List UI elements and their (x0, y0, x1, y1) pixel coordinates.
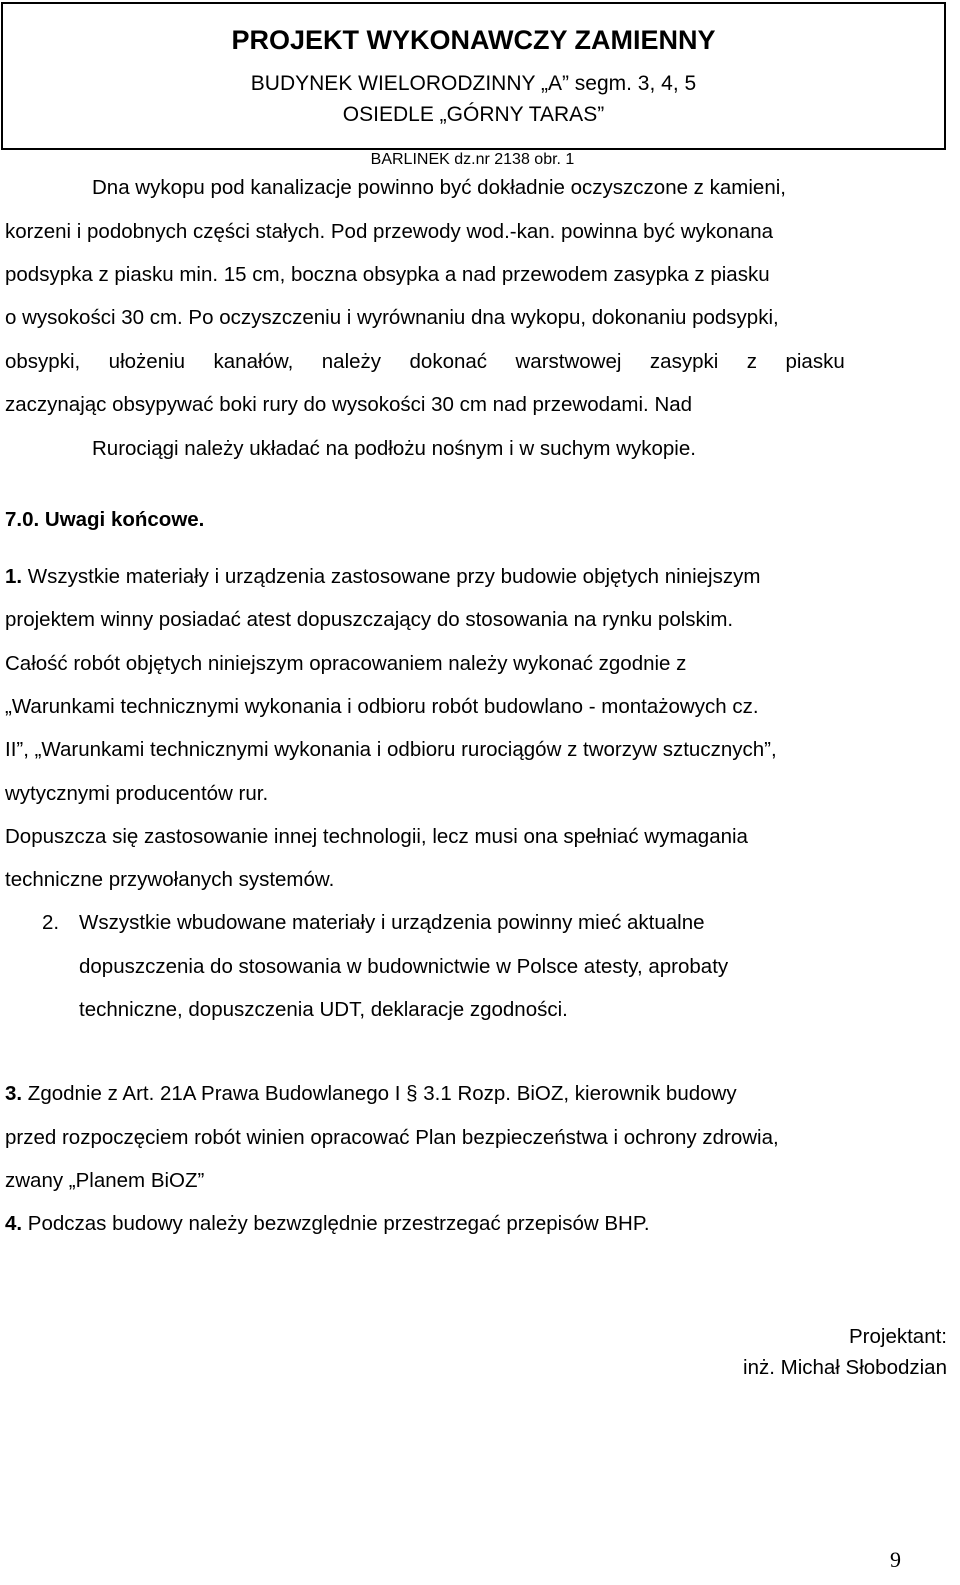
text-line: techniczne, dopuszczenia UDT, deklaracje zgodności. (79, 998, 568, 1021)
signature-role: Projektant: (849, 1325, 947, 1348)
text-line: zaczynając obsypywać boki rury do wysokości 30 cm nad przewodami. Nad (5, 393, 693, 416)
text-line: „Warunkami technicznymi wykonania i odbioru robót budowlano - montażowych cz. (5, 695, 759, 718)
text-line: podsypka z piasku min. 15 cm, boczna obsypka a nad przewodem zasypka z piasku (5, 263, 770, 286)
text-line: Rurociągi należy układać na podłożu nośnym i w suchym wykopie. (92, 437, 696, 460)
text-line: obsypki, ułożeniu kanałów, należy dokonać warstwowej zasypki z piasku (5, 350, 845, 373)
list-text: Zgodnie z Art. 21A Prawa Budowlanego I § 3.1 Rozp. BiOZ, kierownik budowy (22, 1082, 737, 1105)
text-line: Całość robót objętych niniejszym opracowaniem należy wykonać zgodnie z (5, 652, 687, 675)
section-heading: 7.0. Uwagi końcowe. (5, 508, 205, 531)
list-text: Wszystkie materiały i urządzenia zastosowane przy budowie objętych niniejszym (22, 565, 761, 588)
text-line: o wysokości 30 cm. Po oczyszczeniu i wyrównaniu dna wykopu, dokonaniu podsypki, (5, 306, 779, 329)
list-number: 1. (5, 565, 23, 588)
list-number: 3. (5, 1082, 23, 1105)
plot-reference: BARLINEK dz.nr 2138 obr. 1 (370, 151, 575, 168)
list-number: 2. (42, 911, 60, 934)
document-title: PROJEKT WYKONAWCZY ZAMIENNY (231, 25, 716, 55)
text-line: II”, „Warunkami technicznymi wykonania i odbioru rurociągów z tworzyw sztucznych”, (5, 738, 777, 761)
text-line: Wszystkie wbudowane materiały i urządzenia powinny mieć aktualne (79, 911, 705, 934)
signature-name: inż. Michał Słobodzian (743, 1356, 947, 1379)
text-line (5, 1211, 650, 1237)
text-line (5, 1081, 737, 1107)
text-line: techniczne przywołanych systemów. (5, 868, 335, 891)
text-line: wytycznymi producentów rur. (5, 782, 269, 805)
text-line: Dna wykopu pod kanalizacje powinno być dokładnie oczyszczone z kamieni, (92, 176, 786, 199)
building-name: BUDYNEK WIELORODZINNY „A” segm. 3, 4, 5 (250, 72, 697, 95)
page-number: 9 (890, 1547, 901, 1572)
estate-name: OSIEDLE „GÓRNY TARAS” (342, 103, 605, 126)
text-line: dopuszczenia do stosowania w budownictwie w Polsce atesty, aprobaty (79, 955, 729, 978)
list-text: Podczas budowy należy bezwzględnie przestrzegać przepisów BHP. (22, 1212, 650, 1235)
text-line: przed rozpoczęciem robót winien opracować Plan bezpieczeństwa i ochrony zdrowia, (5, 1126, 779, 1149)
text-line: projektem winny posiadać atest dopuszczający do stosowania na rynku polskim. (5, 608, 734, 631)
text-line: zwany „Planem BiOZ” (5, 1169, 205, 1192)
text-line: Dopuszcza się zastosowanie innej technologii, lecz musi ona spełniać wymagania (5, 825, 748, 848)
list-number: 4. (5, 1212, 23, 1235)
header-box (1, 2, 946, 150)
text-line (5, 564, 760, 590)
text-line: korzeni i podobnych części stałych. Pod przewody wod.-kan. powinna być wykonana (5, 220, 774, 243)
